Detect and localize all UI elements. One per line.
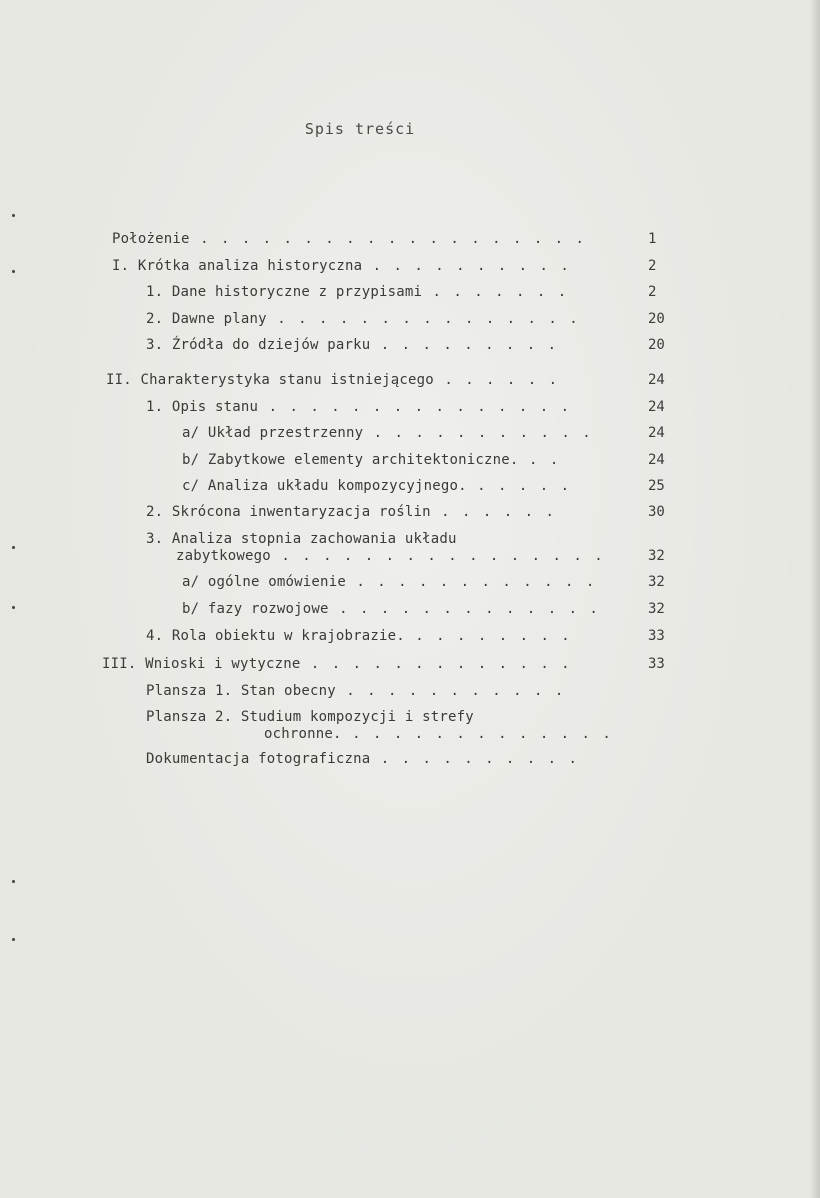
toc-entry-2-1-c: c/ Analiza układu kompozycyjnego. . . . . . [182,478,572,494]
margin-speck [12,606,15,609]
toc-entry-dokumentacja: Dokumentacja fotograficzna . . . . . . . . . . [146,751,579,767]
toc-entry-polozenie: Położenie . . . . . . . . . . . . . . . . . . . [112,231,586,247]
toc-page-number: 24 [648,372,665,388]
toc-page-number: 1 [648,231,657,247]
toc-entry-plansza-1: Plansza 1. Stan obecny . . . . . . . . . . . [146,683,566,699]
toc-entry-section-2: II. Charakterystyka stanu istniejącego . . . . . . [106,372,560,388]
toc-entry-2-3-b: b/ fazy rozwojowe . . . . . . . . . . . . . [182,601,600,617]
toc-entry-section-1: I. Krótka analiza historyczna . . . . . . . . . . [112,258,571,274]
margin-speck [12,214,15,217]
toc-page-number: 25 [648,478,665,494]
toc-entry-1-1: 1. Dane historyczne z przypisami . . . . . . . [146,284,569,300]
toc-entry-2-3: 3. Analiza stopnia zachowania układu [146,531,457,547]
margin-speck [12,938,15,941]
margin-speck [12,546,15,549]
toc-page-number: 32 [648,601,665,617]
toc-page-number: 24 [648,452,665,468]
margin-speck [12,880,15,883]
toc-entry-2-3-cont: zabytkowego . . . . . . . . . . . . . . . . [176,548,605,564]
toc-entry-2-2: 2. Skrócona inwentaryzacja roślin . . . . . . [146,504,556,520]
toc-entry-2-1-a: a/ Układ przestrzenny . . . . . . . . . . . [182,425,593,441]
toc-entry-plansza-2-cont: ochronne. . . . . . . . . . . . . . [264,726,613,742]
toc-entry-1-3: 3. Źródła do dziejów parku . . . . . . . . . [146,337,559,353]
toc-page-number: 32 [648,548,665,564]
toc-entry-2-1: 1. Opis stanu . . . . . . . . . . . . . . . [146,399,572,415]
toc-entry-section-3: III. Wnioski i wytyczne . . . . . . . . . . . . . [102,656,572,672]
toc-page-number: 24 [648,425,665,441]
toc-entry-1-2: 2. Dawne plany . . . . . . . . . . . . . . . [146,311,580,327]
toc-page-number: 24 [648,399,665,415]
toc-page-number: 33 [648,628,665,644]
toc-entry-2-4: 4. Rola obiektu w krajobrazie. . . . . . . . . [146,628,572,644]
toc-page-number: 20 [648,337,665,353]
page-title: Spis treści [304,120,416,138]
toc-page-number: 30 [648,504,665,520]
toc-entry-2-1-b: b/ Zabytkowe elementy architektoniczne. . . [182,452,561,468]
toc-page-number: 33 [648,656,665,672]
toc-page-number: 32 [648,574,665,590]
toc-entry-2-3-a: a/ ogólne omówienie . . . . . . . . . . . . [182,574,597,590]
toc-page-number: 2 [648,258,657,274]
margin-speck [12,270,15,273]
toc-page-number: 20 [648,311,665,327]
toc-page-number: 2 [648,284,657,300]
toc-entry-plansza-2: Plansza 2. Studium kompozycji i strefy [146,709,474,725]
page-edge-shadow [810,0,820,1198]
